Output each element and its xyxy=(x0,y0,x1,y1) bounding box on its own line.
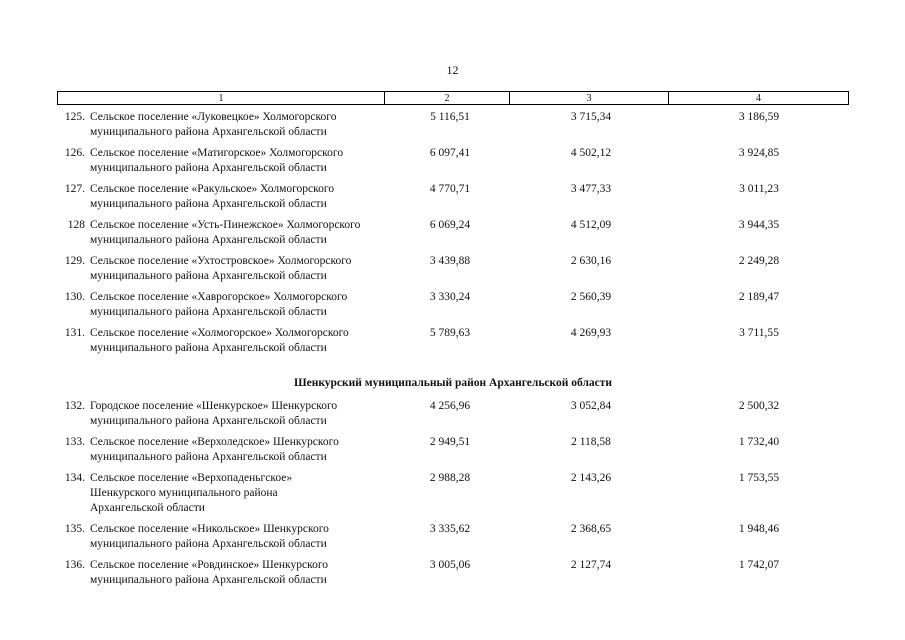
row-number: 135. xyxy=(64,523,85,535)
settlement-name: Сельское поселение «Хаврогорское» Холмогорского муниципального района Архангельской области xyxy=(90,291,348,318)
table-row xyxy=(57,218,849,254)
value-col-2: 6 097,41 xyxy=(429,147,471,159)
row-number: 129. xyxy=(64,255,85,267)
row-number: 130. xyxy=(64,291,85,303)
value-col-3: 4 512,09 xyxy=(570,219,612,231)
value-col-3: 2 143,26 xyxy=(570,472,612,484)
table-row xyxy=(57,110,849,146)
row-number: 134. xyxy=(64,472,85,484)
settlement-name: Сельское поселение «Верхопаденьгское» Шенкурского муниципального района Архангельской области xyxy=(90,472,293,514)
settlement-name: Сельское поселение «Ухтостровское» Холмогорского муниципального района Архангельской области xyxy=(90,255,352,282)
settlement-name: Сельское поселение «Ракульское» Холмогорского муниципального района Архангельской области xyxy=(90,183,335,210)
value-col-2: 2 949,51 xyxy=(429,436,471,448)
value-col-2: 3 439,88 xyxy=(429,255,471,267)
row-number: 125. xyxy=(64,111,85,123)
value-col-4: 3 924,85 xyxy=(738,147,780,159)
value-col-3: 4 269,93 xyxy=(570,327,612,339)
value-col-3: 3 477,33 xyxy=(570,183,612,195)
settlement-name: Городское поселение «Шенкурское» Шенкурского муниципального района Архангельской области xyxy=(90,400,338,427)
value-col-2: 5 789,63 xyxy=(429,327,471,339)
value-col-2: 6 069,24 xyxy=(429,219,471,231)
settlement-name: Сельское поселение «Усть-Пинежское» Холмогорского муниципального района Архангельской области xyxy=(90,219,361,246)
column-header-table xyxy=(57,91,849,105)
table-row xyxy=(57,558,849,594)
page-number: 12 xyxy=(446,63,459,77)
value-col-4: 1 732,40 xyxy=(738,436,780,448)
table-body xyxy=(57,110,849,594)
column-header-4: 4 xyxy=(669,92,849,105)
table-row xyxy=(57,399,849,435)
value-col-2: 4 770,71 xyxy=(429,183,471,195)
value-col-2: 3 005,06 xyxy=(429,559,471,571)
value-col-3: 4 502,12 xyxy=(570,147,612,159)
row-number: 127. xyxy=(64,183,85,195)
row-number: 133. xyxy=(64,436,85,448)
table-row xyxy=(57,522,849,558)
table-row xyxy=(57,254,849,290)
value-col-4: 3 711,55 xyxy=(739,327,779,339)
value-col-2: 5 116,51 xyxy=(430,111,470,123)
value-col-3: 2 630,16 xyxy=(570,255,612,267)
settlement-name: Сельское поселение «Холмогорское» Холмогорского муниципального района Архангельской области xyxy=(90,327,349,354)
value-col-4: 3 944,35 xyxy=(738,219,780,231)
row-number: 132. xyxy=(64,400,85,412)
value-col-4: 2 189,47 xyxy=(738,291,780,303)
settlement-name: Сельское поселение «Матигорское» Холмогорского муниципального района Архангельской области xyxy=(90,147,344,174)
value-col-4: 3 186,59 xyxy=(738,111,780,123)
row-number: 131. xyxy=(64,327,85,339)
table-row xyxy=(57,326,849,362)
value-col-3: 2 560,39 xyxy=(570,291,612,303)
value-col-3: 3 715,34 xyxy=(570,111,612,123)
value-col-3: 3 052,84 xyxy=(570,400,612,412)
value-col-4: 1 753,55 xyxy=(738,472,780,484)
table-row xyxy=(57,146,849,182)
row-number: 136. xyxy=(64,559,85,571)
column-header-row xyxy=(58,92,849,105)
value-col-4: 2 500,32 xyxy=(738,400,780,412)
value-col-3: 2 368,65 xyxy=(570,523,612,535)
value-col-4: 3 011,23 xyxy=(739,183,779,195)
table-row xyxy=(57,471,849,522)
column-header-1: 1 xyxy=(58,92,385,105)
table-row xyxy=(57,290,849,326)
value-col-2: 3 335,62 xyxy=(429,523,471,535)
settlement-name: Сельское поселение «Ровдинское» Шенкурского муниципального района Архангельской области xyxy=(90,559,329,586)
table-row xyxy=(57,435,849,471)
row-number: 126. xyxy=(64,147,85,159)
column-header-2: 2 xyxy=(385,92,510,105)
settlement-name: Сельское поселение «Луковецкое» Холмогорского муниципального района Архангельской области xyxy=(90,111,337,138)
section-title: Шенкурский муниципальный район Архангельской области xyxy=(293,377,613,389)
value-col-4: 2 249,28 xyxy=(738,255,780,267)
table-row xyxy=(57,182,849,218)
value-col-2: 2 988,28 xyxy=(429,472,471,484)
value-col-3: 2 127,74 xyxy=(570,559,612,571)
value-col-4: 1 742,07 xyxy=(738,559,780,571)
value-col-2: 3 330,24 xyxy=(429,291,471,303)
value-col-3: 2 118,58 xyxy=(571,436,611,448)
settlement-name: Сельское поселение «Верхоледское» Шенкурского муниципального района Архангельской области xyxy=(90,436,339,463)
row-number: 128 xyxy=(67,219,85,231)
column-header-3: 3 xyxy=(510,92,669,105)
settlement-name: Сельское поселение «Никольское» Шенкурского муниципального района Архангельской области xyxy=(90,523,329,550)
value-col-2: 4 256,96 xyxy=(429,400,471,412)
value-col-4: 1 948,46 xyxy=(738,523,780,535)
